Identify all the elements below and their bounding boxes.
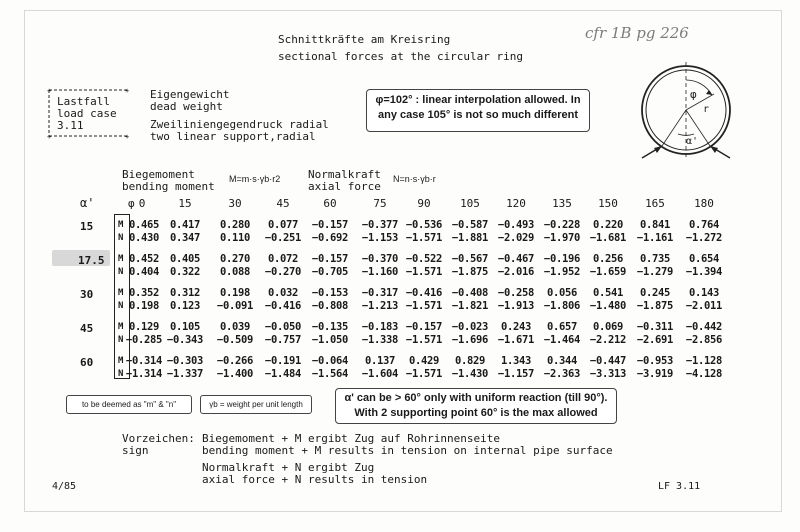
table-cell: −0.270 bbox=[264, 266, 302, 278]
footer-left: 4/85 bbox=[52, 481, 77, 492]
table-cell: −0.251 bbox=[264, 232, 302, 244]
mn-label-M: M bbox=[118, 254, 124, 264]
title-de: Schnittkräfte am Kreisring bbox=[278, 33, 451, 46]
note-mn: to be deemed as "m" & "n" bbox=[66, 395, 192, 414]
table-cell: −1.659 bbox=[589, 266, 627, 278]
table-cell: −0.343 bbox=[166, 334, 204, 346]
angle-header-150: 150 bbox=[598, 197, 618, 210]
table-cell: −1.564 bbox=[311, 368, 349, 380]
mn-label-M: M bbox=[118, 322, 124, 332]
table-cell: −1.337 bbox=[166, 368, 204, 380]
table-cell: 0.654 bbox=[688, 253, 720, 265]
table-cell: 0.405 bbox=[169, 253, 201, 265]
table-cell: −1.430 bbox=[451, 368, 489, 380]
alpha-label: 15 bbox=[80, 220, 94, 233]
table-cell: 0.069 bbox=[592, 321, 624, 333]
table-cell: −2.212 bbox=[589, 334, 627, 346]
table-cell: −0.196 bbox=[543, 253, 581, 265]
header-phi: φ bbox=[128, 197, 135, 210]
table-cell: −0.408 bbox=[451, 287, 489, 299]
desc-de1: Eigengewicht bbox=[150, 88, 230, 101]
table-cell: −0.705 bbox=[311, 266, 349, 278]
table-cell: −3.919 bbox=[636, 368, 674, 380]
table-cell: −1.696 bbox=[451, 334, 489, 346]
angle-header-75: 75 bbox=[373, 197, 387, 210]
table-cell: −0.157 bbox=[311, 253, 349, 265]
table-cell: 0.430 bbox=[128, 232, 160, 244]
table-cell: 0.735 bbox=[639, 253, 671, 265]
header-normal-en: axial force bbox=[308, 180, 381, 193]
angle-header-135: 135 bbox=[552, 197, 572, 210]
angle-header-165: 165 bbox=[645, 197, 665, 210]
angle-header-180: 180 bbox=[694, 197, 714, 210]
table-cell: −1.571 bbox=[405, 300, 443, 312]
table-cell: −0.153 bbox=[311, 287, 349, 299]
table-cell: −1.806 bbox=[543, 300, 581, 312]
table-cell: −0.285 bbox=[125, 334, 163, 346]
mn-label-N: N bbox=[118, 335, 124, 345]
table-cell: −0.953 bbox=[636, 355, 674, 367]
alpha-label: 30 bbox=[80, 288, 94, 301]
table-cell: −1.571 bbox=[405, 232, 443, 244]
table-cell: 0.256 bbox=[592, 253, 624, 265]
table-cell: 0.072 bbox=[267, 253, 299, 265]
mn-label-N: N bbox=[118, 267, 124, 277]
table-cell: −1.881 bbox=[451, 232, 489, 244]
table-cell: 0.123 bbox=[169, 300, 201, 312]
loadcase-de: Lastfall bbox=[57, 95, 110, 108]
table-cell: −0.314 bbox=[125, 355, 163, 367]
table-cell: 0.465 bbox=[128, 219, 160, 231]
table-cell: −1.160 bbox=[361, 266, 399, 278]
table-cell: 0.452 bbox=[128, 253, 160, 265]
sign-line2: bending moment + M results in tension on internal pipe surface bbox=[202, 444, 613, 457]
sign-line4: axial force + N results in tension bbox=[202, 473, 428, 486]
table-cell: 0.417 bbox=[169, 219, 201, 231]
table-cell: −1.128 bbox=[685, 355, 723, 367]
table-cell: −1.571 bbox=[405, 334, 443, 346]
table-cell: −0.266 bbox=[216, 355, 254, 367]
table-cell: −0.416 bbox=[264, 300, 302, 312]
angle-header-60: 60 bbox=[323, 197, 337, 210]
mn-label-M: M bbox=[118, 288, 124, 298]
table-cell: 0.352 bbox=[128, 287, 160, 299]
table-cell: −1.314 bbox=[125, 368, 163, 380]
table-cell: 0.280 bbox=[219, 219, 251, 231]
table-cell: −2.011 bbox=[685, 300, 723, 312]
alpha-label: 60 bbox=[80, 356, 94, 369]
table-cell: −1.157 bbox=[497, 368, 535, 380]
table-cell: −0.587 bbox=[451, 219, 489, 231]
table-cell: −0.183 bbox=[361, 321, 399, 333]
table-cell: −2.856 bbox=[685, 334, 723, 346]
angle-header-45: 45 bbox=[276, 197, 290, 210]
table-cell: −2.691 bbox=[636, 334, 674, 346]
table-cell: −1.213 bbox=[361, 300, 399, 312]
table-cell: −0.317 bbox=[361, 287, 399, 299]
table-cell: −0.157 bbox=[311, 219, 349, 231]
table-cell: 0.243 bbox=[500, 321, 532, 333]
table-cell: 0.404 bbox=[128, 266, 160, 278]
table-cell: −0.370 bbox=[361, 253, 399, 265]
desc-de2: Zweiliniengegendruck radial bbox=[150, 118, 329, 131]
table-cell: 0.056 bbox=[546, 287, 578, 299]
angle-header-105: 105 bbox=[460, 197, 480, 210]
sign-line1: Biegemoment + M ergibt Zug auf Rohrinnenseite bbox=[202, 432, 501, 445]
table-cell: −0.228 bbox=[543, 219, 581, 231]
table-cell: −1.604 bbox=[361, 368, 399, 380]
alpha-label: 17.5 bbox=[78, 254, 105, 267]
diagram-phi: φ bbox=[690, 88, 697, 101]
loadcase-number: 3.11 bbox=[57, 119, 84, 132]
table-cell: 1.343 bbox=[500, 355, 532, 367]
table-cell: 0.270 bbox=[219, 253, 251, 265]
angle-header-0: 0 bbox=[138, 197, 146, 210]
table-cell: 0.541 bbox=[592, 287, 624, 299]
table-cell: −4.128 bbox=[685, 368, 723, 380]
ring-diagram bbox=[628, 60, 744, 172]
table-cell: 0.429 bbox=[408, 355, 440, 367]
angle-header-30: 30 bbox=[228, 197, 242, 210]
table-cell: −1.279 bbox=[636, 266, 674, 278]
mn-label-M: M bbox=[118, 356, 124, 366]
table-cell: −0.258 bbox=[497, 287, 535, 299]
mn-label-N: N bbox=[118, 233, 124, 243]
table-cell: −1.952 bbox=[543, 266, 581, 278]
callout-line1: =102° : linear interpolation allowed. In bbox=[383, 94, 581, 106]
angle-header-120: 120 bbox=[506, 197, 526, 210]
table-cell: −0.808 bbox=[311, 300, 349, 312]
table-cell: −0.536 bbox=[405, 219, 443, 231]
table-cell: −1.875 bbox=[451, 266, 489, 278]
table-cell: 0.657 bbox=[546, 321, 578, 333]
header-n-formula: N=n·s·γb·r bbox=[393, 174, 436, 184]
table-cell: −0.050 bbox=[264, 321, 302, 333]
note-gamma: γb = weight per unit length bbox=[200, 395, 312, 414]
header-bending-de: Biegemoment bbox=[122, 168, 195, 181]
table-cell: 0.088 bbox=[219, 266, 251, 278]
table-cell: −1.153 bbox=[361, 232, 399, 244]
header-m-formula: M=m·s·γb·r2 bbox=[229, 174, 281, 184]
table-cell: −2.363 bbox=[543, 368, 581, 380]
header-bending-en: bending moment bbox=[122, 180, 215, 193]
table-cell: −0.757 bbox=[264, 334, 302, 346]
table-cell: −0.493 bbox=[497, 219, 535, 231]
callout-line2: any case 105° is not so much different bbox=[377, 109, 579, 121]
callout-alpha-line1: α' can be > 60° only with uniform reaction (till 90°). bbox=[344, 392, 608, 404]
table-cell: 0.347 bbox=[169, 232, 201, 244]
table-cell: 0.137 bbox=[364, 355, 396, 367]
table-cell: −3.313 bbox=[589, 368, 627, 380]
table-cell: −0.064 bbox=[311, 355, 349, 367]
mn-label-N: N bbox=[118, 369, 124, 379]
table-cell: −0.191 bbox=[264, 355, 302, 367]
table-cell: 0.032 bbox=[267, 287, 299, 299]
angle-header-90: 90 bbox=[417, 197, 431, 210]
table-cell: −0.023 bbox=[451, 321, 489, 333]
table-cell: −0.377 bbox=[361, 219, 399, 231]
table-cell: 0.312 bbox=[169, 287, 201, 299]
header-normal-de: Normalkraft bbox=[308, 168, 381, 181]
table-cell: −1.400 bbox=[216, 368, 254, 380]
table-cell: 0.105 bbox=[169, 321, 201, 333]
table-cell: 0.344 bbox=[546, 355, 578, 367]
sign-line3: Normalkraft + N ergibt Zug bbox=[202, 461, 375, 474]
table-cell: −0.157 bbox=[405, 321, 443, 333]
sign-label-de: Vorzeichen: bbox=[122, 432, 195, 445]
table-cell: −0.522 bbox=[405, 253, 443, 265]
svg-text:+: + bbox=[125, 88, 130, 95]
svg-text:+: + bbox=[125, 133, 130, 140]
table-cell: −0.311 bbox=[636, 321, 674, 333]
table-cell: −1.394 bbox=[685, 266, 723, 278]
table-cell: −1.480 bbox=[589, 300, 627, 312]
table-cell: −1.571 bbox=[405, 368, 443, 380]
table-cell: −1.050 bbox=[311, 334, 349, 346]
diagram-r: r bbox=[703, 104, 710, 115]
table-cell: 0.143 bbox=[688, 287, 720, 299]
table-cell: −0.091 bbox=[216, 300, 254, 312]
table-cell: −0.135 bbox=[311, 321, 349, 333]
table-cell: 0.829 bbox=[454, 355, 486, 367]
loadcase-en: load case bbox=[57, 107, 117, 120]
table-cell: 0.198 bbox=[219, 287, 251, 299]
table-cell: −0.303 bbox=[166, 355, 204, 367]
table-cell: −1.821 bbox=[451, 300, 489, 312]
table-cell: 0.129 bbox=[128, 321, 160, 333]
diagram-alpha: α' bbox=[686, 136, 699, 147]
table-cell: −1.464 bbox=[543, 334, 581, 346]
table-cell: −1.875 bbox=[636, 300, 674, 312]
handwritten-note: cfr 1B pg 226 bbox=[585, 24, 689, 42]
table-cell: −0.467 bbox=[497, 253, 535, 265]
table-cell: 0.198 bbox=[128, 300, 160, 312]
angle-header-15: 15 bbox=[178, 197, 192, 210]
callout-interpolation bbox=[366, 89, 590, 132]
table-cell: −2.016 bbox=[497, 266, 535, 278]
table-cell: 0.764 bbox=[688, 219, 720, 231]
table-cell: 0.110 bbox=[219, 232, 251, 244]
svg-text:+: + bbox=[47, 88, 52, 95]
table-cell: −1.272 bbox=[685, 232, 723, 244]
footer-right: LF 3.11 bbox=[658, 481, 701, 492]
table-cell: −1.681 bbox=[589, 232, 627, 244]
sign-label-en: sign bbox=[122, 444, 149, 457]
table-cell: −0.447 bbox=[589, 355, 627, 367]
table-cell: 0.039 bbox=[219, 321, 251, 333]
desc-en2: two linear support,radial bbox=[150, 130, 316, 143]
callout-alpha-line2: With 2 supporting point 60° is the max allowed bbox=[354, 407, 598, 419]
table-cell: 0.841 bbox=[639, 219, 671, 231]
title-en: sectional forces at the circular ring bbox=[278, 50, 524, 63]
table-cell: 0.322 bbox=[169, 266, 201, 278]
table-cell: −2.029 bbox=[497, 232, 535, 244]
loadcase-box bbox=[47, 88, 132, 138]
table-cell: −1.161 bbox=[636, 232, 674, 244]
table-cell: −1.970 bbox=[543, 232, 581, 244]
table-cell: −1.484 bbox=[264, 368, 302, 380]
svg-text:+: + bbox=[47, 133, 52, 140]
table-cell: 0.077 bbox=[267, 219, 299, 231]
callout-phi: φ bbox=[375, 94, 384, 106]
table-cell: −1.913 bbox=[497, 300, 535, 312]
callout-alpha-limit bbox=[335, 388, 617, 424]
table-cell: −1.338 bbox=[361, 334, 399, 346]
mn-label-M: M bbox=[118, 220, 124, 230]
table-cell: −1.671 bbox=[497, 334, 535, 346]
table-cell: −1.571 bbox=[405, 266, 443, 278]
table-cell: −0.567 bbox=[451, 253, 489, 265]
header-alpha: α' bbox=[80, 196, 95, 210]
mn-label-N: N bbox=[118, 301, 124, 311]
table-cell: −0.509 bbox=[216, 334, 254, 346]
alpha-label: 45 bbox=[80, 322, 94, 335]
table-cell: −0.416 bbox=[405, 287, 443, 299]
table-cell: 0.245 bbox=[639, 287, 671, 299]
table-cell: 0.220 bbox=[592, 219, 624, 231]
desc-en1: dead weight bbox=[150, 100, 223, 113]
table-cell: −0.692 bbox=[311, 232, 349, 244]
table-cell: −0.442 bbox=[685, 321, 723, 333]
